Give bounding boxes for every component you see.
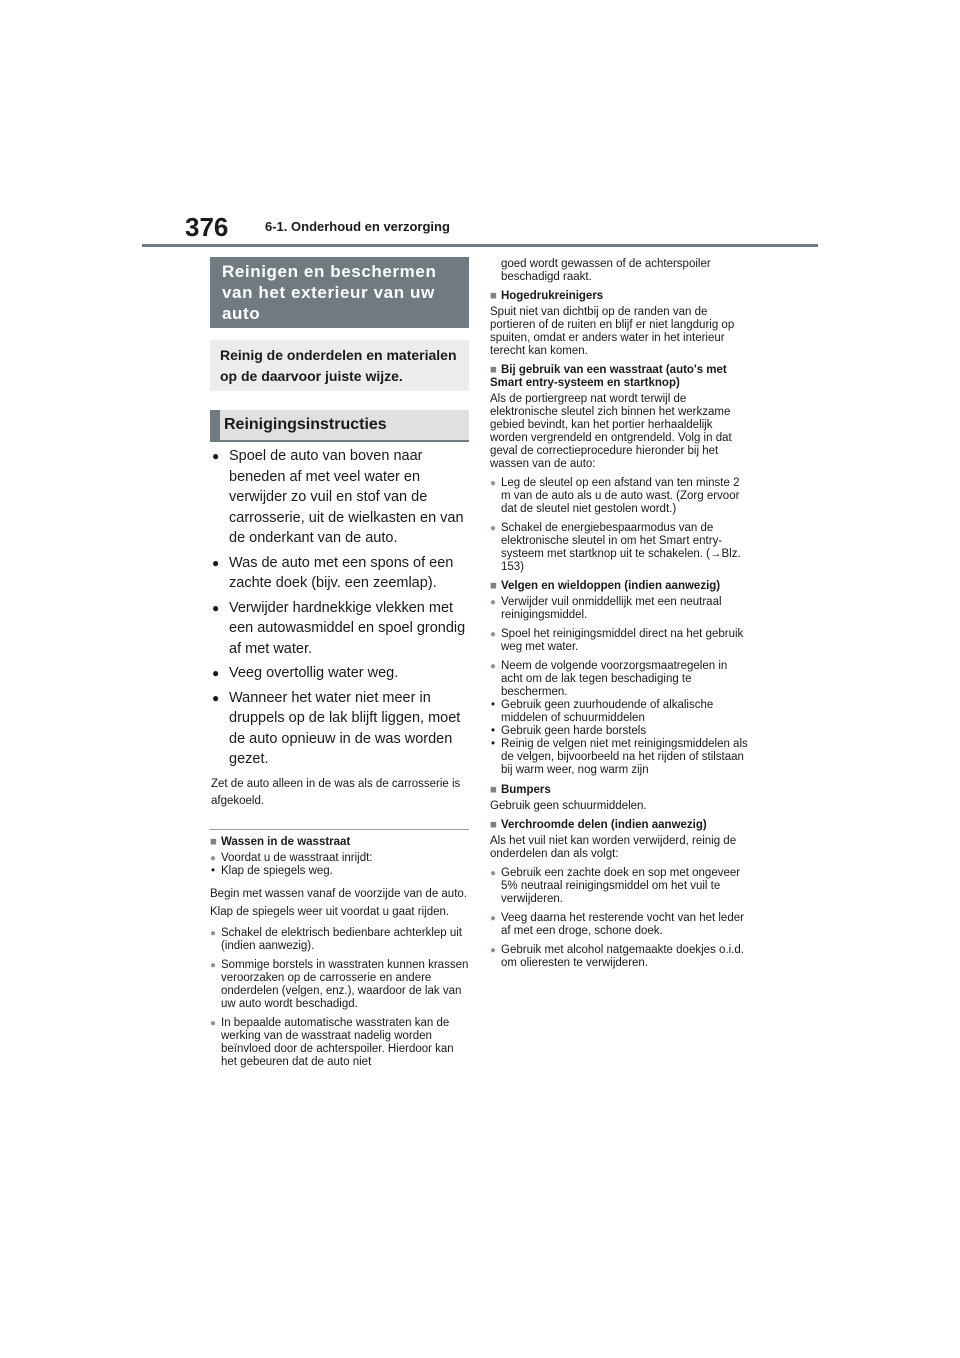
smart-entry-heading: ■ Bij gebruik van een wasstraat (auto's met Smart entry-systeem en startknop) xyxy=(490,364,727,389)
carwash-paragraph: Begin met wassen vanaf de voorzijde van de auto. Klap de spiegels weer uit voordat u gaat rijden. xyxy=(210,888,467,918)
bumpers-text: Gebruik geen schuurmiddelen. xyxy=(490,800,647,812)
carwash-bullet: ● Voordat u de wasstraat inrijdt: xyxy=(210,852,470,865)
step-item: ● Veeg overtollig water weg. xyxy=(212,663,468,684)
chrome-text: Als het vuil niet kan worden verwijderd, reinig de onderdelen dan als volgt: xyxy=(490,835,737,860)
step-item: ● Verwijder hardnekkige vlekken met een autowasmiddel en spoel grondig af met water. xyxy=(212,598,468,660)
wheels-sub-bullet: • Reinig de velgen niet met reinigingsmiddelen als de velgen, bijvoorbeeld na het rijden of stilstaan bij warm weer, nog warm zijn xyxy=(490,738,750,777)
bumpers-heading: ■ Bumpers xyxy=(490,784,551,796)
wheels-heading: ■ Velgen en wieldoppen (indien aanwezig) xyxy=(490,580,721,592)
right-column xyxy=(490,258,750,976)
carwash-sub-bullet: • Klap de spiegels weg. xyxy=(210,865,470,878)
header-rule xyxy=(142,244,818,247)
intro-box: Reinig de onderdelen en materialen op de daarvoor juiste wijze. xyxy=(210,340,469,391)
chrome-bullet: ● Gebruik een zachte doek en sop met ongeveer 5% neutraal reinigingsmiddel om het vuil te verwijderen. xyxy=(490,867,750,906)
chrome-bullet: ● Gebruik met alcohol natgemaakte doekjes o.i.d. om olieresten te verwijderen. xyxy=(490,944,750,970)
left-column xyxy=(210,836,470,1075)
smart-entry-bullet: ● Schakel de energiebespaarmodus van de elektronische sleutel in om het Smart entry-systeem met startknop uit te schakelen. (→Blz. 153) xyxy=(490,522,750,574)
wheels-bullet: ● Verwijder vuil onmiddellijk met een neutraal reinigingsmiddel. xyxy=(490,596,750,622)
wheels-sub-bullet: • Gebruik geen zuurhoudende of alkalische middelen of schuurmiddelen xyxy=(490,699,750,725)
smart-entry-bullet: ● Leg de sleutel op een afstand van ten minste 2 m van de auto als u de auto wast. (Zorg ervoor dat de sleutel niet gestolen wordt.) xyxy=(490,477,750,516)
carwash-bullet: ● In bepaalde automatische wasstraten kan de werking van de wasstraat nadelig worden beïnvloed door de achterspoiler. Hierdoor kan het gebeuren dat de auto niet xyxy=(210,1017,470,1069)
step-item: ● Wanneer het water niet meer in druppels op de lak blijft liggen, moet de auto opnieuw in de was worden gezet. xyxy=(212,688,468,770)
note-divider xyxy=(210,829,469,830)
page-number: 376 xyxy=(185,212,229,242)
chrome-heading: ■ Verchroomde delen (indien aanwezig) xyxy=(490,819,707,831)
cool-note: Zet de auto alleen in de was als de carrosserie is afgekoeld. xyxy=(211,778,461,807)
step-item: ● Spoel de auto van boven naar beneden af met veel water en verwijder zo vuil en stof van de carrosserie, uit de wielkasten en van de onderkant van de auto. xyxy=(212,446,468,549)
carwash-bullet: ● Schakel de elektrisch bedienbare achterklep uit (indien aanwezig). xyxy=(210,927,470,953)
continued-text: goed wordt gewassen of de achterspoiler beschadigd raakt. xyxy=(501,258,711,283)
pressure-washer-heading: ■ Hogedrukreinigers xyxy=(490,290,604,302)
carwash-bullet: ● Sommige borstels in wasstraten kunnen krassen veroorzaken op de carrosserie en andere onderdelen (velgen, enz.), waardoor de lak van uw auto wordt beschadigd. xyxy=(210,959,470,1011)
main-title-box: Reinigen en beschermen van het exterieur van uw auto xyxy=(210,257,469,328)
sub-heading: Reinigingsinstructies xyxy=(210,410,469,442)
pressure-washer-text: Spuit niet van dichtbij op de randen van de portieren of de ruiten en blijf er niet langdurig op spuiten, omdat er anders water in het interieur terecht kan komen. xyxy=(490,306,735,357)
wheels-bullet: ● Spoel het reinigingsmiddel direct na het gebruik weg met water. xyxy=(490,628,750,654)
chrome-bullet: ● Veeg daarna het resterende vocht van het leder af met een droge, schone doek. xyxy=(490,912,750,938)
carwash-heading: ■ Wassen in de wasstraat xyxy=(210,836,351,848)
wheels-sub-bullet: • Gebruik geen harde borstels xyxy=(490,725,750,738)
step-item: ● Was de auto met een spons of een zachte doek (bijv. een zeemlap). xyxy=(212,553,468,594)
smart-entry-text: Als de portiergreep nat wordt terwijl de elektronische sleutel zich binnen het werkzame gebied bevindt, kan het portier herhaaldelijk worden vergrendeld en ontgrendeld. Volg in dat geval de correctieprocedure hieronder bij het wassen van de auto: xyxy=(490,393,732,470)
wheels-bullet: ● Neem de volgende voorzorgsmaatregelen in acht om de lak tegen beschadiging te beschermen. xyxy=(490,660,750,699)
section-title: 6-1. Onderhoud en verzorging xyxy=(265,219,450,234)
cleaning-steps-list xyxy=(212,446,468,774)
